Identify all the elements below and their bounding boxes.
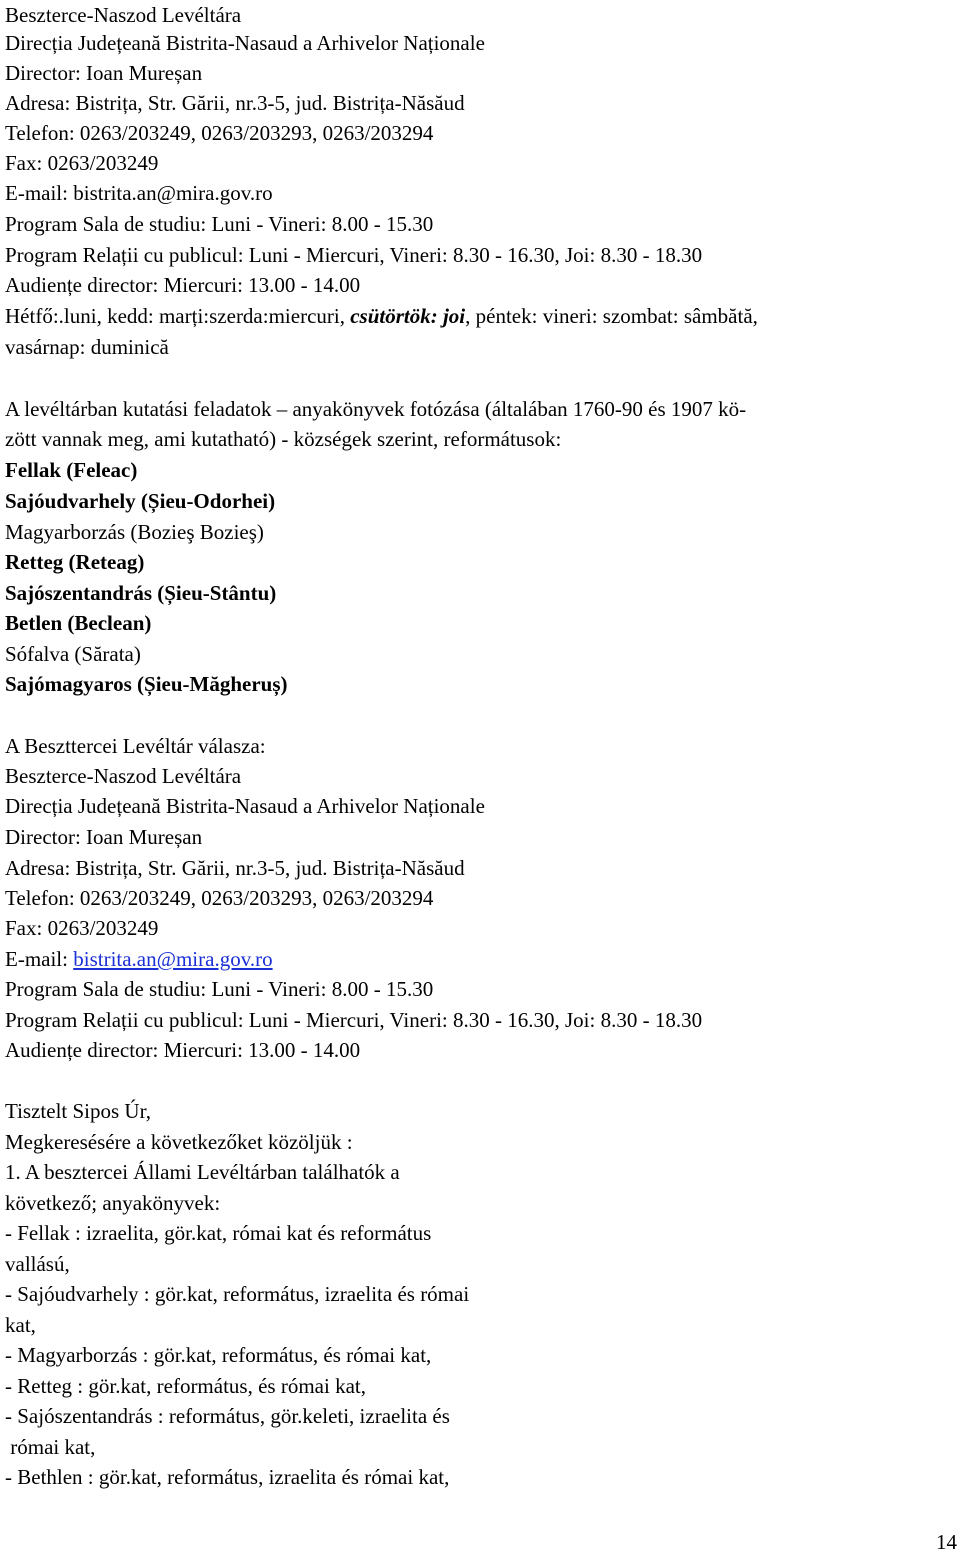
letter-greeting: Tisztelt Sipos Úr,	[5, 1099, 151, 1123]
village-item: Sófalva (Sărata)	[5, 642, 141, 666]
archive-phone: Telefon: 0263/203249, 0263/203293, 0263/203294	[5, 121, 434, 145]
reply-fax: Fax: 0263/203249	[5, 916, 159, 940]
days-text-thursday: csütörtök: joi	[350, 304, 466, 328]
letter-line: római kat,	[5, 1435, 96, 1459]
village-item: Magyarborzás (Bozieş Bozieş)	[5, 520, 264, 544]
village-item: Retteg (Reteag)	[5, 550, 145, 574]
letter-line: - Fellak : izraelita, gör.kat, római kat és református	[5, 1221, 432, 1245]
archive-fax: Fax: 0263/203249	[5, 151, 159, 175]
email-link[interactable]: bistrita.an@mira.gov.ro	[73, 947, 273, 971]
letter-line: Megkeresésére a következőket közöljük :	[5, 1130, 353, 1154]
archive-directorate: Direcția Județeană Bistrita-Nasaud a Arhivelor Naționale	[5, 31, 485, 55]
reply-public-relations-hours: Program Relații cu publicul: Luni - Miercuri, Vineri: 8.30 - 16.30, Joi: 8.30 - 18.30	[5, 1008, 703, 1032]
reply-email-line	[5, 944, 273, 974]
archive-email: E-mail: bistrita.an@mira.gov.ro	[5, 181, 273, 205]
letter-line: - Magyarborzás : gör.kat, református, és római kat,	[5, 1343, 432, 1367]
letter-line: - Retteg : gör.kat, református, és római kat,	[5, 1374, 366, 1398]
village-item: Betlen (Beclean)	[5, 611, 152, 635]
village-item: Sajószentandrás (Șieu-Stântu)	[5, 581, 277, 605]
research-paragraph-line-1: A levéltárban kutatási feladatok – anyakönyvek fotózása (általában 1760-90 és 1907 kö-	[5, 397, 747, 421]
reading-room-hours: Program Sala de studiu: Luni - Vineri: 8.00 - 15.30	[5, 212, 434, 236]
days-text-c: , péntek: vineri: szombat: sâmbătă,	[465, 304, 758, 328]
reply-archive-name: Beszterce-Naszod Levéltára	[5, 764, 242, 788]
letter-line: vallású,	[5, 1252, 70, 1276]
reply-director: Director: Ioan Mureșan	[5, 825, 203, 849]
reply-intro: A Beszttercei Levéltár válasza:	[5, 734, 266, 758]
letter-line: következő; anyakönyvek:	[5, 1191, 221, 1215]
archive-address: Adresa: Bistrița, Str. Gării, nr.3-5, jud. Bistrița-Năsăud	[5, 91, 465, 115]
reply-reading-room-hours: Program Sala de studiu: Luni - Vineri: 8.00 - 15.30	[5, 977, 434, 1001]
archive-director: Director: Ioan Mureșan	[5, 61, 203, 85]
village-item: Sajómagyaros (Șieu-Măgheruș)	[5, 672, 288, 696]
letter-line: - Bethlen : gör.kat, református, izraelita és római kat,	[5, 1465, 450, 1489]
letter-line: 1. A besztercei Állami Levéltárban találhatók a	[5, 1160, 400, 1184]
reply-director-audience-hours: Audiențe director: Miercuri: 13.00 - 14.00	[5, 1038, 361, 1062]
letter-line: - Sajóudvarhely : gör.kat, református, izraelita és római	[5, 1282, 470, 1306]
letter-line: - Sajószentandrás : református, gör.keleti, izraelita és	[5, 1404, 450, 1428]
public-relations-hours: Program Relații cu publicul: Luni - Miercuri, Vineri: 8.30 - 16.30, Joi: 8.30 - 18.30	[5, 243, 703, 267]
days-of-week-line	[5, 301, 758, 331]
letter-line: kat,	[5, 1313, 36, 1337]
reply-archive-directorate: Direcția Județeană Bistrita-Nasaud a Arhivelor Naționale	[5, 794, 485, 818]
reply-phone: Telefon: 0263/203249, 0263/203293, 0263/203294	[5, 886, 434, 910]
page-number: 14	[936, 1530, 957, 1554]
reply-address: Adresa: Bistrița, Str. Gării, nr.3-5, jud. Bistrița-Năsăud	[5, 856, 465, 880]
village-item: Fellak (Feleac)	[5, 458, 138, 482]
director-audience-hours: Audiențe director: Miercuri: 13.00 - 14.00	[5, 273, 361, 297]
research-paragraph-line-2: zött vannak meg, ami kutatható) - községek szerint, reformátusok:	[5, 427, 562, 451]
days-of-week-line-2: vasárnap: duminică	[5, 335, 169, 359]
reply-email-label: E-mail:	[5, 947, 74, 971]
days-text-a: Hétfő:.luni, kedd: marți:szerda:miercuri,	[5, 304, 351, 328]
village-item: Sajóudvarhely (Șieu-Odorhei)	[5, 489, 276, 513]
archive-name: Beszterce-Naszod Levéltára	[5, 3, 242, 27]
